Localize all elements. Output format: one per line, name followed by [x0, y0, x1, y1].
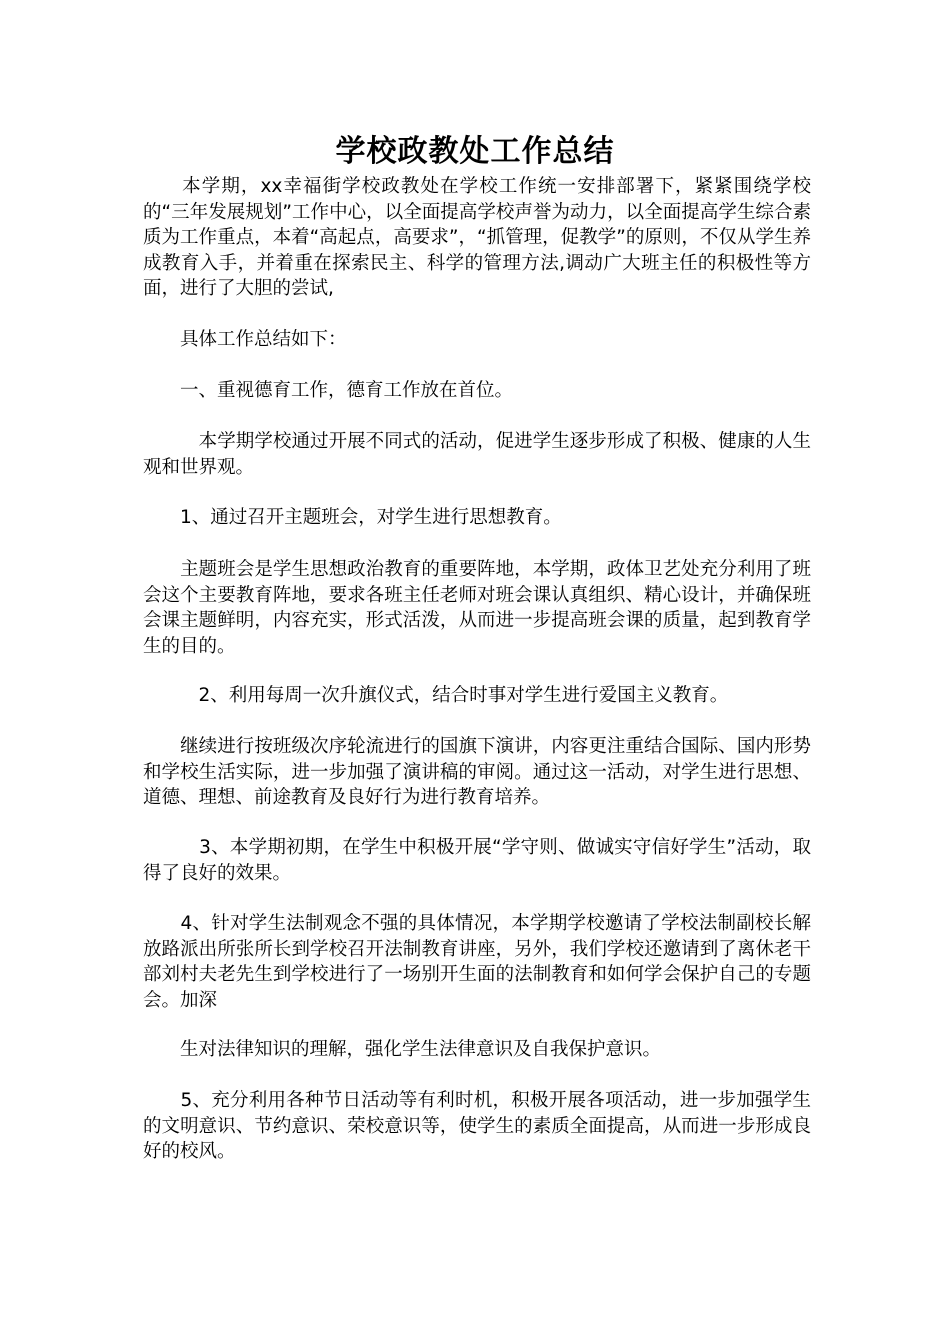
- paragraph-legal-awareness: 生对法律知识的理解，强化学生法律意识及自我保护意识。: [143, 1039, 662, 1060]
- section-heading-1: 一、重视德育工作，德育工作放在首位。: [143, 380, 514, 401]
- paragraph-summary-heading: 具体工作总结如下：: [143, 329, 347, 350]
- item-heading-3: 3、本学期初期，在学生中积极开展“学守则、做诚实守信好学生”活动，取得了良好的效果。: [143, 837, 811, 884]
- page-title: 学校政教处工作总结: [335, 134, 615, 169]
- paragraph-moral-education: 本学期学校通过开展不同式的活动，促进学生逐步形成了积极、健康的人生观和世界观。: [143, 431, 811, 478]
- item-heading-1: 1、通过召开主题班会，对学生进行思想教育。: [143, 507, 562, 528]
- paragraph-flag-speech: 继续进行按班级次序轮流进行的国旗下演讲，内容更注重结合国际、国内形势和学校生活实际，进一步加强了演讲稿的审阅。通过这一活动，对学生进行思想、道德、理想、前途教育及良好行为进行教育培养。: [143, 736, 811, 809]
- paragraph-legal-education: 4、针对学生法制观念不强的具体情况，本学期学校邀请了学校法制副校长解放路派出所张所长到学校召开法制教育讲座，另外，我们学校还邀请到了离休老干部刘村夫老先生到学校进行了一场别开生面的法制教育和如何学会保护自己的专题会。加深: [143, 913, 811, 1011]
- paragraph-intro: 本学期，xx幸福街学校政教处在学校工作统一安排部署下，紧紧围绕学校的“三年发展规划”工作中心，以全面提高学校声誉为动力，以全面提高学生综合素质为工作重点，本着“高起点，高要求”，“抓管理，促教学”的原则，不仅从学生养成教育入手，并着重在探索民主、科学的管理方法,调动广大班主任的积极性等方面，进行了大胆的尝试,: [143, 176, 811, 300]
- paragraph-festival-activities: 5、充分利用各种节日活动等有利时机，积极开展各项活动，进一步加强学生的文明意识、节约意识、荣校意识等，使学生的素质全面提高，从而进一步形成良好的校风。: [143, 1090, 811, 1163]
- item-heading-2: 2、利用每周一次升旗仪式，结合时事对学生进行爱国主义教育。: [143, 685, 729, 706]
- paragraph-class-meeting: 主题班会是学生思想政治教育的重要阵地，本学期，政体卫艺处充分利用了班会这个主要教育阵地，要求各班主任老师对班会课认真组织、精心设计，并确保班会课主题鲜明，内容充实，形式活泼，从而进一步提高班会课的质量，起到教育学生的目的。: [143, 559, 811, 657]
